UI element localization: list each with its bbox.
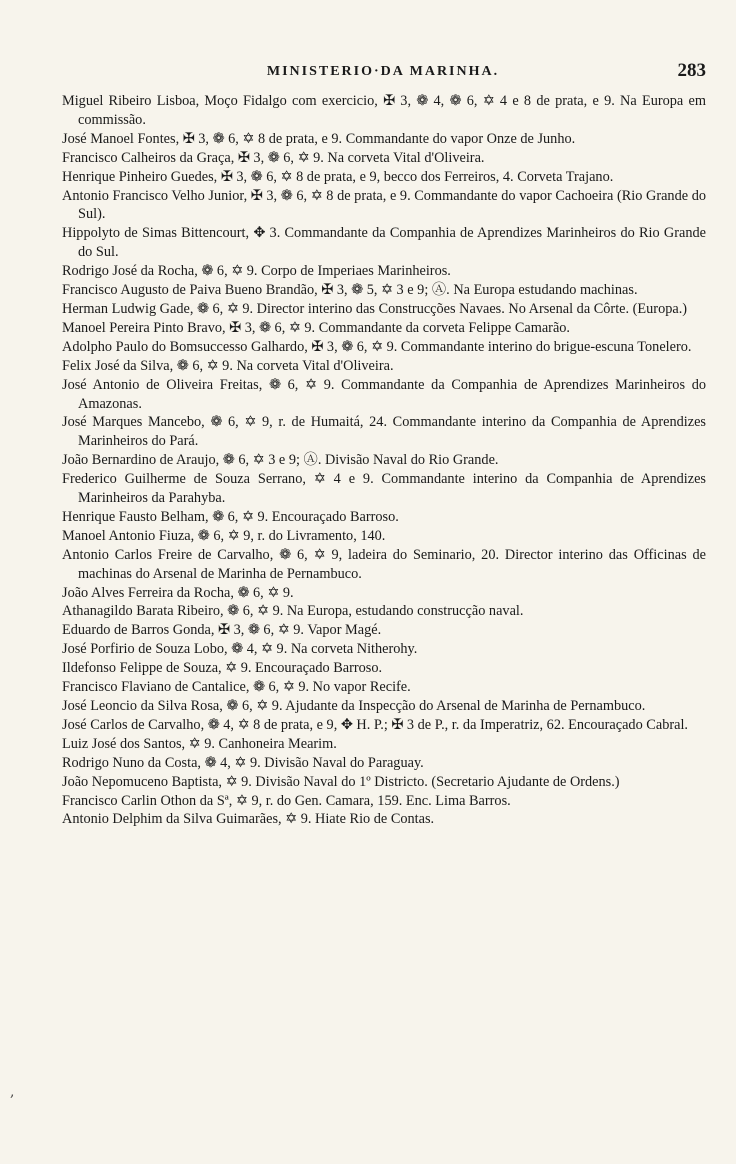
officer-entry: Athanagildo Barata Ribeiro, ❁ 6, ✡ 9. Na Europa, estudando construcção naval. [62, 603, 524, 620]
officer-entry: Ildefonso Felippe de Souza, ✡ 9. Encouraçado Barroso. [62, 660, 383, 677]
officer-entry: José Marques Mancebo, ❁ 6, ✡ 9, r. de Humaitá, 24. Commandante interino da Companhia de Aprendizes Marinheiros do Pará. [62, 414, 706, 450]
officer-entry: Felix José da Silva, ❁ 6, ✡ 9. Na corveta Vital d'Oliveira. [62, 357, 394, 374]
officer-entry: Henrique Pinheiro Guedes, ✠ 3, ❁ 6, ✡ 8 de prata, e 9, becco dos Ferreiros, 4. Corveta Trajano. [62, 168, 614, 185]
officer-entry: Henrique Fausto Belham, ❁ 6, ✡ 9. Encouraçado Barroso. [62, 508, 399, 525]
officer-entry: Manoel Pereira Pinto Bravo, ✠ 3, ❁ 6, ✡ 9. Commandante da corveta Felippe Camarão. [62, 319, 571, 336]
officer-entry: João Nepomuceno Baptista, ✡ 9. Divisão Naval do 1º Districto. (Secretario Ajudante de Ordens.) [62, 773, 620, 790]
officer-entry: Rodrigo José da Rocha, ❁ 6, ✡ 9. Corpo de Imperiaes Marinheiros. [62, 263, 451, 280]
officer-entry: Manoel Antonio Fiuza, ❁ 6, ✡ 9, r. do Livramento, 140. [62, 527, 386, 544]
margin-mark: , [10, 1084, 15, 1100]
page-number: 283 [677, 60, 706, 81]
page-header [60, 60, 706, 88]
officer-entry: Adolpho Paulo do Bomsuccesso Galhardo, ✠ 3, ❁ 6, ✡ 9. Commandante interino do brigue-escuna Tonelero. [62, 338, 692, 355]
officer-entry: José Leoncio da Silva Rosa, ❁ 6, ✡ 9. Ajudante da Inspecção do Arsenal de Marinha de Pernambuco. [62, 698, 646, 714]
officer-entry: Miguel Ribeiro Lisboa, Moço Fidalgo com exercicio, ✠ 3, ❁ 4, ❁ 6, ✡ 4 e 8 de prata, e 9. Na Europa em commissão. [62, 93, 706, 128]
officer-entry: Francisco Augusto de Paiva Bueno Brandão, ✠ 3, ❁ 5, ✡ 3 e 9; Ⓐ. Na Europa estudando machinas. [62, 282, 638, 299]
officer-entry: Frederico Guilherme de Souza Serrano, ✡ 4 e 9. Commandante interino da Companhia de Aprendizes Marinheiros da Parahyba. [62, 471, 706, 507]
officer-entry: Francisco Calheiros da Graça, ✠ 3, ❁ 6, ✡ 9. Na corveta Vital d'Oliveira. [62, 149, 485, 166]
officer-entry: João Alves Ferreira da Rocha, ❁ 6, ✡ 9. [62, 584, 294, 601]
officer-entry: Antonio Carlos Freire de Carvalho, ❁ 6, ✡ 9, ladeira do Seminario, 20. Director interino das Officinas de machinas do Arsenal de Marinha de Pernambuco. [62, 546, 706, 582]
officer-entry: Eduardo de Barros Gonda, ✠ 3, ❁ 6, ✡ 9. Vapor Magé. [62, 622, 382, 639]
running-title: MINISTERIO·DA MARINHA. [266, 64, 500, 79]
officer-entry: Antonio Francisco Velho Junior, ✠ 3, ❁ 6, ✡ 8 de prata, e 9. Commandante do vapor Cachoeira (Rio Grande do Sul). [62, 187, 706, 223]
officer-entry: Rodrigo Nuno da Costa, ❁ 4, ✡ 9. Divisão Naval do Paraguay. [62, 754, 424, 771]
officer-entry: Antonio Delphim da Silva Guimarães, ✡ 9. Hiate Rio de Contas. [62, 811, 435, 828]
officer-entry: José Manoel Fontes, ✠ 3, ❁ 6, ✡ 8 de prata, e 9. Commandante do vapor Onze de Junho. [62, 130, 576, 147]
officer-entry: Hippolyto de Simas Bittencourt, ✥ 3. Commandante da Companhia de Aprendizes Marinheiros do Rio Grande do Sul. [62, 225, 706, 261]
officer-entry: Francisco Carlin Othon da Sª, ✡ 9, r. do Gen. Camara, 159. Enc. Lima Barros. [62, 792, 511, 809]
officer-entry: Herman Ludwig Gade, ❁ 6, ✡ 9. Director interino das Construcções Navaes. No Arsenal da Côrte. (Europa.) [62, 300, 688, 317]
officer-entry: Luiz José dos Santos, ✡ 9. Canhoneira Mearim. [62, 735, 337, 752]
officer-entry: José Antonio de Oliveira Freitas, ❁ 6, ✡ 9. Commandante da Companhia de Aprendizes Marinheiros do Amazonas. [62, 376, 706, 412]
officer-entry: Francisco Flaviano de Cantalice, ❁ 6, ✡ 9. No vapor Recife. [62, 679, 411, 696]
officer-entry: João Bernardino de Araujo, ❁ 6, ✡ 3 e 9; Ⓐ. Divisão Naval do Rio Grande. [62, 452, 499, 469]
officer-entry: José Porfirio de Souza Lobo, ❁ 4, ✡ 9. Na corveta Nitherohy. [62, 641, 418, 658]
officer-entry: José Carlos de Carvalho, ❁ 4, ✡ 8 de prata, e 9, ✥ H. P.; ✠ 3 de P., r. da Imperatriz, 62. Encouraçado Cabral. [62, 716, 688, 733]
officer-list [62, 92, 706, 829]
